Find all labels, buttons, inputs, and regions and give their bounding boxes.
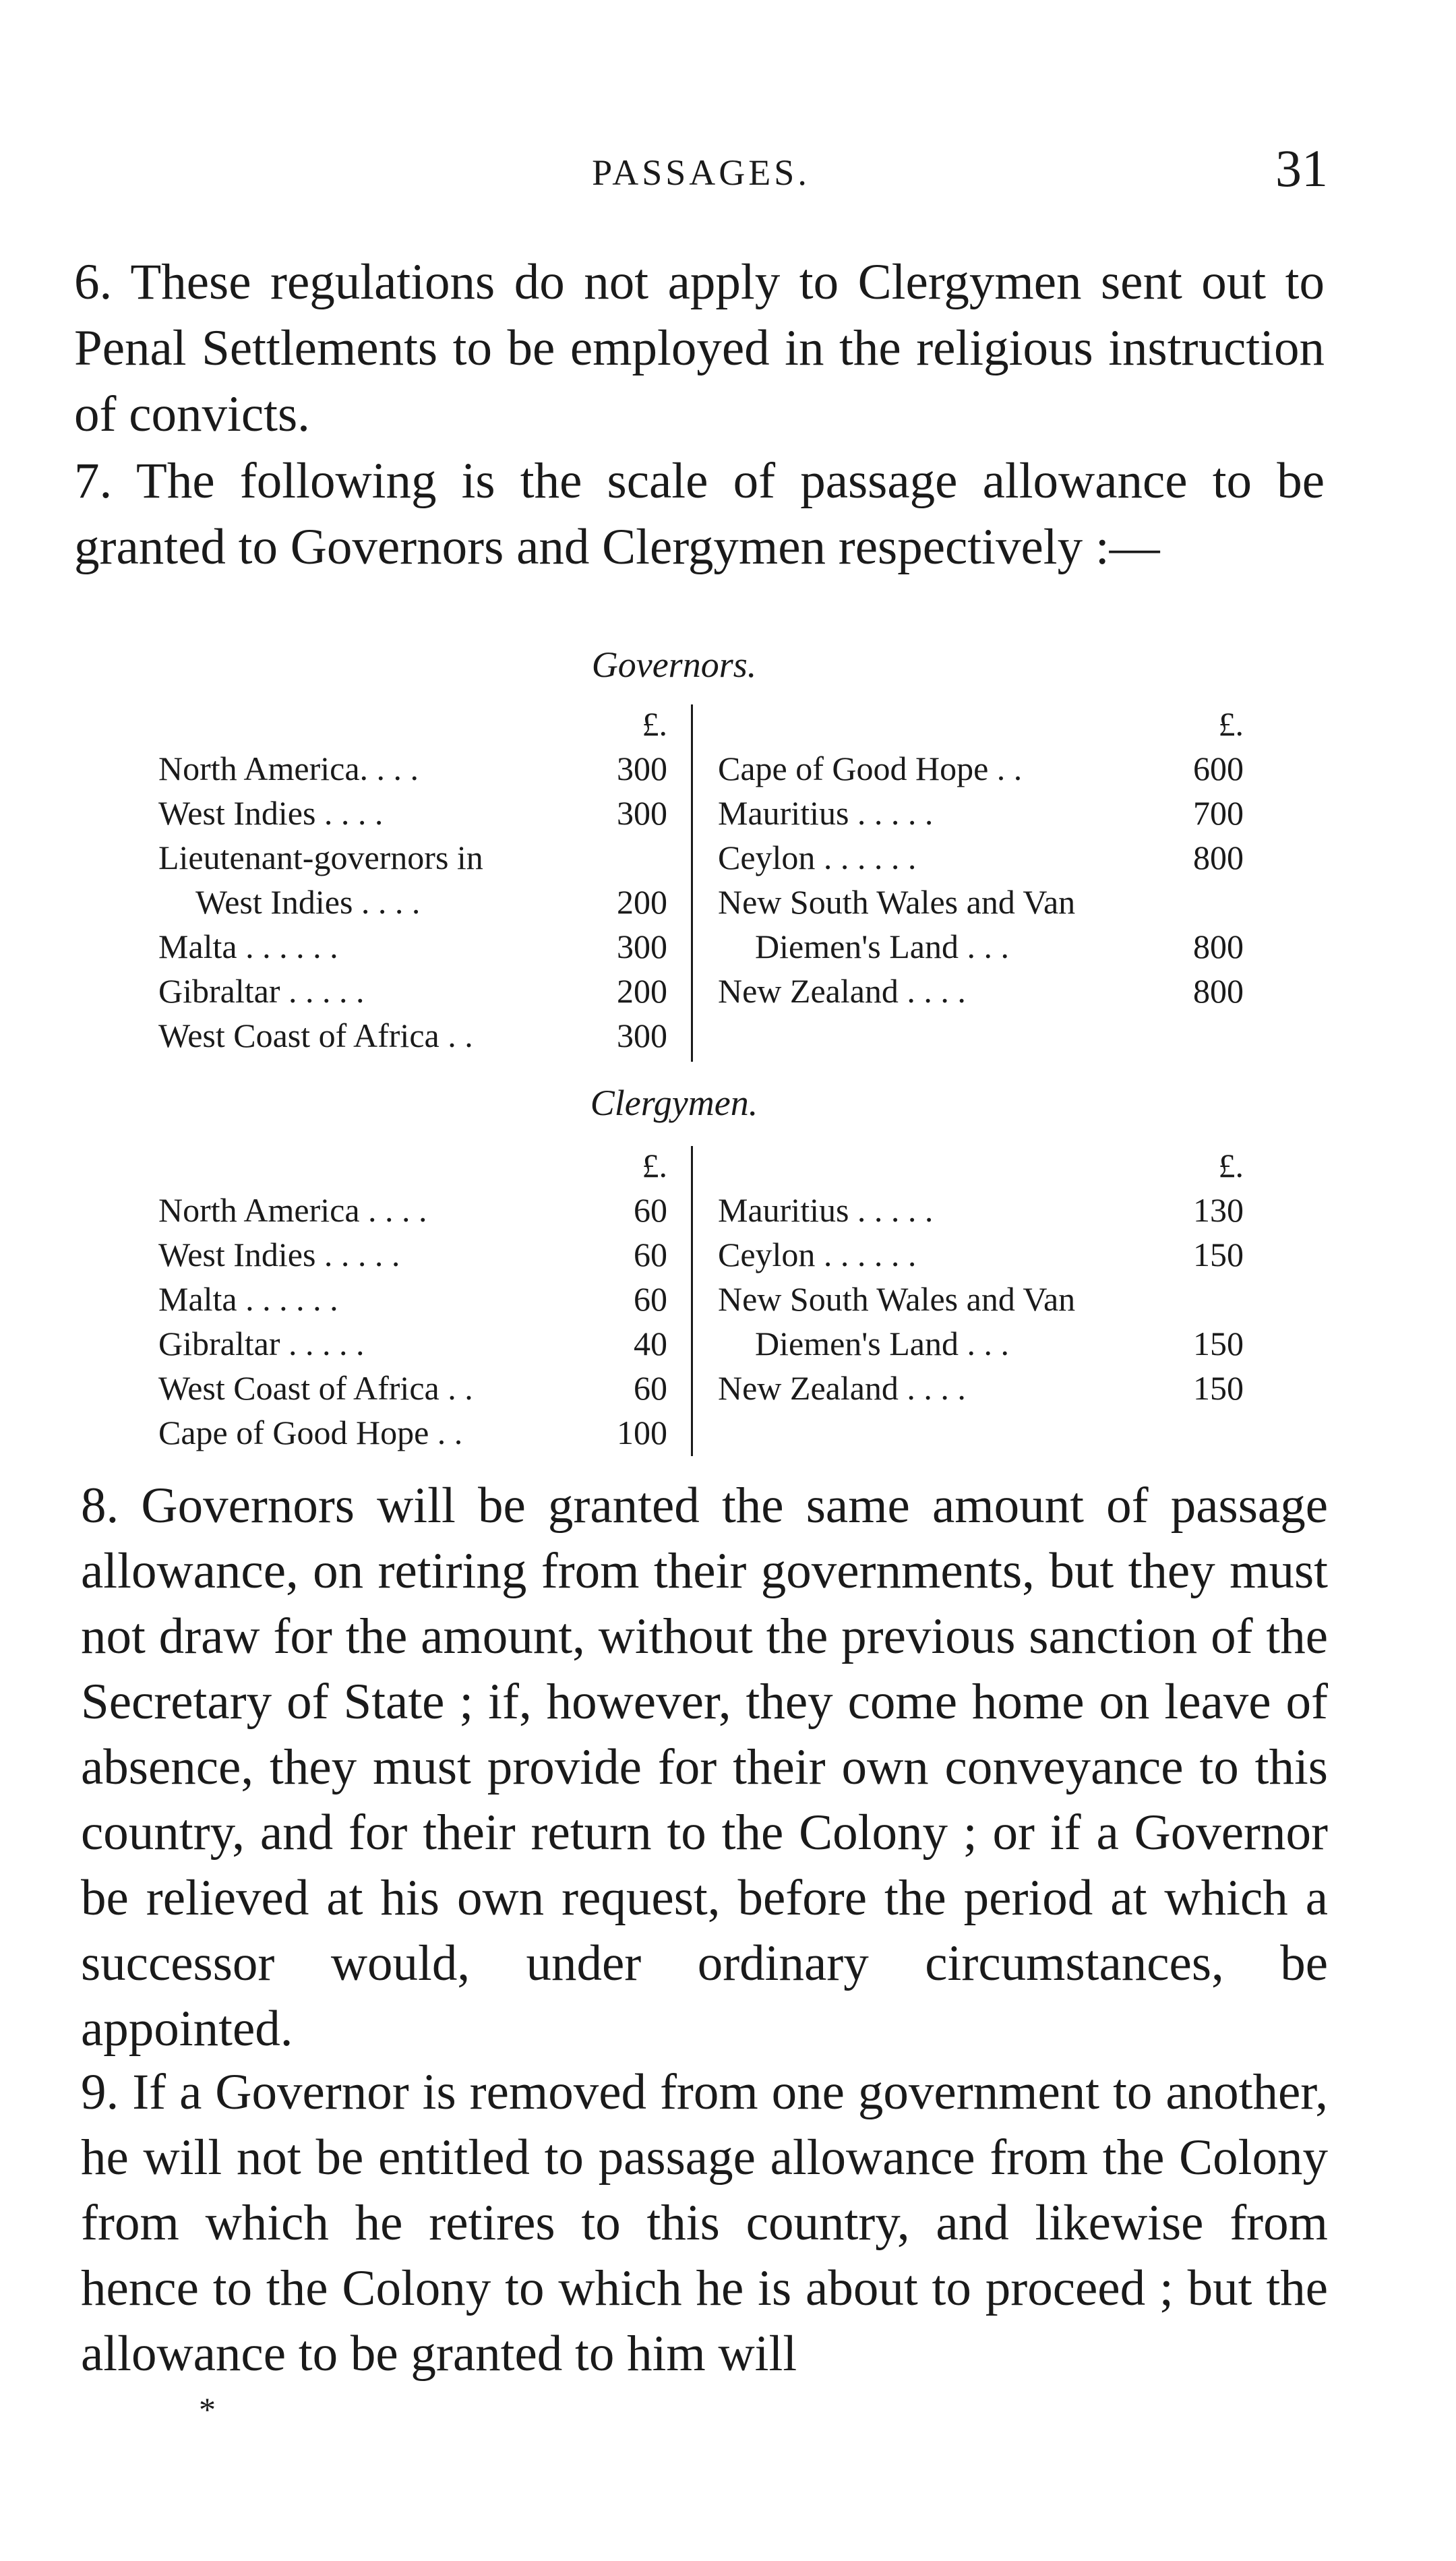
running-head: PASSAGES.: [592, 152, 810, 193]
unit-label: £.: [642, 1147, 667, 1184]
table-row: [718, 793, 1244, 838]
table-row: [718, 927, 1244, 971]
place-name: Malta . . . . . .: [158, 1280, 338, 1318]
table-row: [718, 971, 1244, 1016]
table-row: [158, 1279, 667, 1324]
place-name: New Zealand . . . .: [718, 1369, 966, 1407]
table-row: [718, 1324, 1244, 1368]
table-row: [158, 1413, 667, 1457]
amount: 130: [1193, 1191, 1244, 1229]
table-row: [158, 1324, 667, 1368]
amount: 700: [1193, 794, 1244, 832]
table-row: [158, 1368, 667, 1413]
amount: 300: [617, 928, 667, 965]
amount: 800: [1193, 972, 1244, 1010]
amount: 60: [634, 1280, 667, 1318]
amount: 600: [1193, 750, 1244, 787]
place-name: North America . . . .: [158, 1191, 427, 1229]
table-row: [718, 1368, 1244, 1413]
place-name: North America. . . .: [158, 750, 419, 787]
table-row: [158, 882, 667, 927]
place-name: West Indies . . . . .: [158, 1236, 400, 1273]
clergymen-caption: Clergymen.: [590, 1083, 758, 1123]
amount: 200: [617, 972, 667, 1010]
place-name: West Coast of Africa . .: [158, 1369, 473, 1407]
table-row: [158, 793, 667, 838]
table-row: [158, 749, 667, 793]
place-name: West Indies . . . .: [158, 794, 384, 832]
table-row: [718, 749, 1244, 793]
place-name: New Zealand . . . .: [718, 972, 966, 1010]
table-row: [158, 1235, 667, 1279]
amount: 800: [1193, 928, 1244, 965]
table-row: [158, 838, 667, 882]
amount: 100: [617, 1414, 667, 1451]
unit-label: £.: [1218, 705, 1244, 743]
place-name: Lieutenant-governors in: [158, 839, 483, 876]
unit-label: £.: [1218, 1147, 1244, 1184]
place-name: Cape of Good Hope . .: [158, 1414, 463, 1451]
column-divider: [691, 704, 693, 1062]
paragraph-7: 7. The following is the scale of passage allowance to be granted to Governors and Clergymen respectively :—: [74, 453, 1325, 575]
page-header: [74, 138, 1328, 206]
amount: 300: [617, 1017, 667, 1054]
place-name: West Indies . . . .: [195, 883, 421, 921]
amount: 150: [1193, 1369, 1244, 1407]
governors-right-column: [718, 704, 1244, 1016]
paragraph-6: 6. These regulations do not apply to Clergymen sent out to Penal Settlements to be employed in the religious instruction of convicts.: [74, 254, 1325, 442]
clergymen-left-column: [158, 1146, 667, 1457]
page-number: 31: [1275, 139, 1328, 198]
table-row: [158, 1016, 667, 1060]
table-row: [718, 1279, 1244, 1324]
table-row: [158, 971, 667, 1016]
place-name: West Coast of Africa . .: [158, 1017, 473, 1054]
paragraph-9: 9. If a Governor is removed from one government to another, he will not be entitled to passage allowance from the Colony from which he retires to this country, and likewise from hence to the Colony to which he is about to proceed ; but the allowance to be granted to him will: [81, 2064, 1328, 2382]
place-name: Diemen's Land . . .: [755, 928, 1009, 965]
place-name: Mauritius . . . . .: [718, 794, 934, 832]
place-name: Ceylon . . . . . .: [718, 839, 917, 876]
place-name: New South Wales and Van: [718, 883, 1076, 921]
table-row: [158, 927, 667, 971]
unit-label: £.: [642, 705, 667, 743]
place-name: New South Wales and Van: [718, 1280, 1076, 1318]
amount: 60: [634, 1236, 667, 1273]
table-row: [718, 1191, 1244, 1235]
place-name: Diemen's Land . . .: [755, 1325, 1009, 1362]
table-row: [718, 882, 1244, 927]
amount: 60: [634, 1369, 667, 1407]
table-row: [158, 1191, 667, 1235]
amount: 800: [1193, 839, 1244, 876]
place-name: Malta . . . . . .: [158, 928, 338, 965]
amount: 300: [617, 750, 667, 787]
place-name: Gibraltar . . . . .: [158, 972, 365, 1010]
amount: 300: [617, 794, 667, 832]
signature-mark: *: [199, 2390, 216, 2428]
place-name: Cape of Good Hope . .: [718, 750, 1023, 787]
column-divider: [691, 1146, 693, 1456]
table-row: [718, 1235, 1244, 1279]
amount: 60: [634, 1191, 667, 1229]
amount: 150: [1193, 1325, 1244, 1362]
place-name: Gibraltar . . . . .: [158, 1325, 365, 1362]
place-name: Mauritius . . . . .: [718, 1191, 934, 1229]
governors-left-column: [158, 704, 667, 1060]
table-row: [718, 838, 1244, 882]
amount: 40: [634, 1325, 667, 1362]
paragraph-8: 8. Governors will be granted the same amount of passage allowance, on retiring from their governments, but they must not draw for the amount, without the previous sanction of the Secretary of State ; if, however, they come home on leave of absence, they must provide for their own conveyance to this country, and for their return to the Colony ; or if a Governor be relieved at his own request, before the period at which a successor would, under ordinary circumstances, be appointed.: [81, 1478, 1328, 2057]
amount: 150: [1193, 1236, 1244, 1273]
governors-caption: Governors.: [591, 644, 757, 685]
clergymen-right-column: [718, 1146, 1244, 1413]
place-name: Ceylon . . . . . .: [718, 1236, 917, 1273]
amount: 200: [617, 883, 667, 921]
